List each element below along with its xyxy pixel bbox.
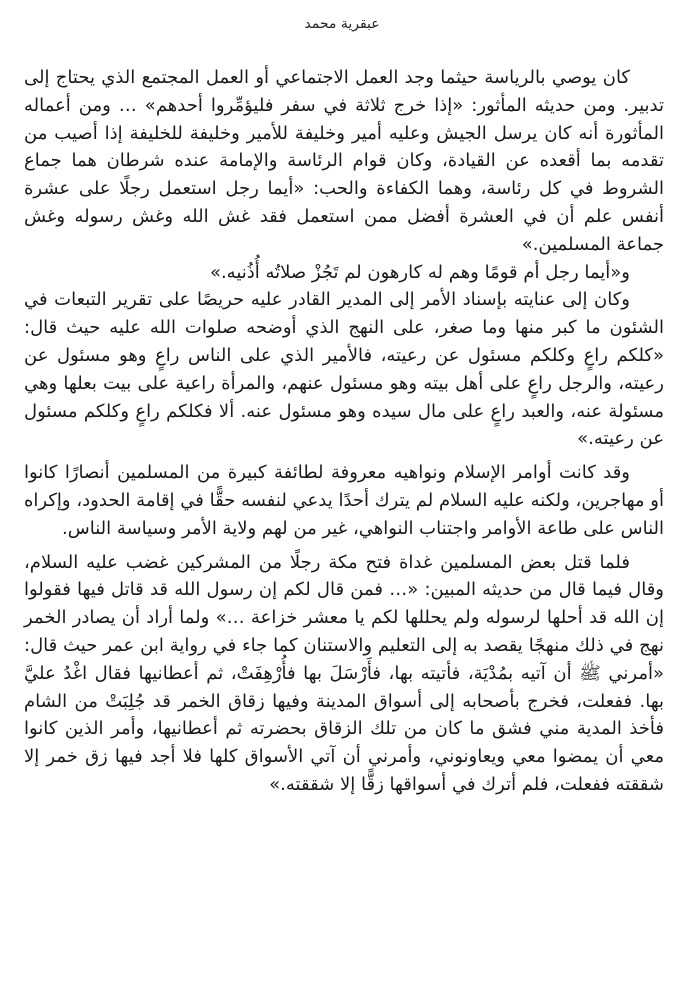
paragraph-leadership: كان يوصي بالرياسة حيثما وجد العمل الاجتماعي أو العمل المجتمع الذي يحتاج إلى تدبير. ومن حديثه المأثور: «إذا خرج ثلاثة في سفر فليؤمِّروا أحدهم» … ومن أعماله المأثورة أنه كان يرسل الجيش وعليه أمير وخليفة للأمير وخليفة للخليفة إذا أصيب من تقدمه بما أقعده عن القيادة، وكان قوام الرئاسة والإمامة عنده شرطان هما جماع الشروط في كل رئاسة، وهما الكفاءة والحب: «أيما رجل استعمل رجلًا على عشرة أنفس علم أن في العشرة أفضل ممن استعمل فقد غش الله وغش رسوله وغش جماعة المسلمين.»	[24, 67, 664, 255]
paragraph-responsibility: وكان إلى عنايته بإسناد الأمر إلى المدير القادر عليه حريصًا على تقرير التبعات في الشئون ما كبر منها وما صغر، على النهج الذي أوضحه صلوات الله عليه حيث قال: «كلكم راعٍ وكلكم مسئول عن رعيته، فالأمير الذي على الناس راعٍ وهو مسئول عن رعيته، والرجل راعٍ على أهل بيته وهو مسئول عنهم، والمرأة راعية على بيت بعلها وهي مسئولة عنه، والعبد راعٍ على مال سيده وهو مسئول عنه. ألا فكلكم راعٍ وكلكم مسئول عن رعيته.»	[24, 289, 664, 450]
running-header-title: عبقرية محمد	[304, 16, 380, 32]
paragraph-commands: وقد كانت أوامر الإسلام ونواهيه معروفة لطائفة كبيرة من المسلمين أنصارًا كانوا أو مهاجرين، ولكنه عليه السلام لم يترك أحدًا يدعي لنفسه حقًّا في إقامة الحدود، وإكراه الناس على طاعة الأوامر واجتناب النواهي، غير من لهم ولاية الأمر وسياسة الناس.	[24, 462, 664, 539]
paragraph-imam-hadith: و«أيما رجل أم قومًا وهم له كارهون لم تَجُزْ صلاتُه أُذُنيه.»	[209, 261, 630, 283]
paragraph-conquest-of-mecca: فلما قتل بعض المسلمين غداة فتح مكة رجلًا من المشركين غضب عليه السلام، وقال فيما قال من حديثه المبين: «… فمن قال لكم إن رسول الله قد قاتل فيها فقولوا إن الله قد أحلها لرسوله ولم يحللها لكم يا معشر خزاعة …» ولما أراد أن يصادر الخمر نهج في ذلك منهجًا يقصد به إلى التعليم والاستنان كما جاء في رواية ابن عمر حيث قال: «أمرني ﷺ أن آتيه بمُدْيَة، فأتيته بها، فأَرْسَلَ بها فأُرْهِفَتْ، ثم أعطانيها فقال اغْدُ عليَّ بها. ففعلت، فخرج بأصحابه إلى أسواق المدينة وفيها زقاق الخمر قد جُلِبَتْ من الشام فأخذ المدية مني فشق ما كان من تلك الزقاق بحضرته ثم أعطانيها، وأمر الذين كانوا معي أن يمضوا معي ويعاونوني، وأمرني أن آتي الأسواق كلها فلا أجد فيها زق خمر إلا شققته ففعلت، فلم أترك في أسواقها زقًّا إلا شققته.»	[24, 551, 664, 795]
page-body	[24, 64, 664, 799]
